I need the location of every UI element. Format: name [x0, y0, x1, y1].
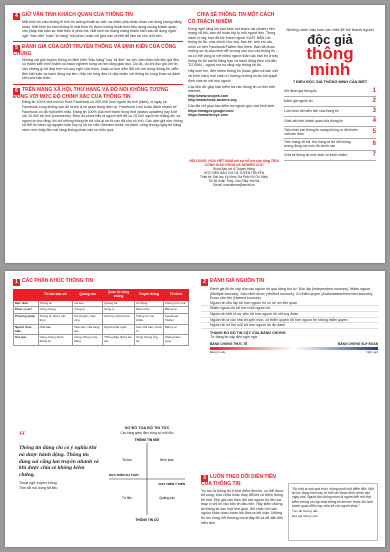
- segments-table: [13, 289, 189, 346]
- segments-section: [13, 279, 189, 346]
- table-cell: Nhà báo: [38, 324, 73, 335]
- map-label-top: THÔNG TIN MỚI: [134, 438, 160, 443]
- link-google-images[interactable]: https://images.google.com: [188, 108, 234, 113]
- credit-line: Thiết kế: Đại học Ky Kiếm Trà Pelo Hồ Chí Minh: [199, 175, 269, 180]
- credit-line: Số 36 Xuân Thủy, Cầu Giấy, Hà Nội: [208, 179, 260, 184]
- scale-hint-left: Đáng tin cậy: [210, 349, 226, 354]
- brochure-page-inside: [5, 271, 385, 547]
- map-quadrant-label: Bình luận: [160, 458, 174, 463]
- table-cell: Công chúng ủng hộ: [134, 335, 163, 346]
- follow-section: [201, 475, 285, 525]
- table-header: Tổ chức: [164, 290, 189, 301]
- section-objectivity: [13, 13, 183, 38]
- section-title: GIỮ VẪN TINH KHÁCH QUAN CỦA THÔNG TIN: [22, 12, 133, 18]
- section-number: 2: [201, 279, 208, 286]
- table-cell: Kết quả: [14, 335, 39, 346]
- column-left: [13, 13, 183, 136]
- map-label-bottom: THÔNG TIN CŨ: [135, 518, 159, 523]
- credit-line: Email: hoavietnam@email.vn: [213, 183, 255, 188]
- map-quadrant-label: Quảng cáo: [159, 496, 175, 501]
- table-cell: Không thực thể: [164, 300, 189, 307]
- table-cell: Phương pháp: [14, 314, 39, 325]
- section-number: 5: [13, 45, 20, 52]
- table-cell: Thông tin: [38, 300, 73, 307]
- map-title: SƠ ĐỒ TOẠ ĐỘ TIN TỨC: [124, 426, 170, 430]
- tip-item: [284, 97, 376, 107]
- map-label-left: DỰA TRÊN SỰ THẬT: [109, 473, 139, 478]
- table-cell: Thông điệp được lan tỏa: [103, 335, 135, 346]
- share-paragraph-2: Hãy luôn tìm, đến nhiều thông tin (hoạc giám cả bản viết và bình luận) mới cách trí hướng hướng trước khi quyết định chia sẻ với mọi người.: [188, 69, 278, 83]
- table-header: Tin tức báo chí: [38, 290, 73, 301]
- table-cell: Công ty: [73, 307, 103, 314]
- credits-block: [188, 159, 280, 187]
- table-row: [14, 307, 189, 314]
- credit-line: HỌC VIỆN BÁO CHÍ VÀ TUYÊN TRUYỀN: [203, 171, 265, 176]
- table-cell: Công chúng mua hàng: [73, 335, 103, 346]
- tip-number: 1: [372, 88, 376, 95]
- section-number: 3: [201, 475, 208, 482]
- tips-list: [284, 80, 376, 161]
- news-coordinate-map: [105, 426, 189, 536]
- table-cell: Kể chuyện, hiệu ứng: [73, 314, 103, 325]
- source-rule: Nguồn tin biết rõ sự việc tốt hơn nguồn tin chỉ suy đoán: [201, 312, 378, 318]
- side-quote-text: “Sự thật là một quá trình, không phải một điểm đến. Một tin tức đúng hôm nay có thể cần được đính chính vào ngày mai. Người đọc thông minh là người biết chờ đợi, kiểm chứng và cập nhật thông tin liên tục trước khi hình thành quan điểm hay chia sẻ cho người khác.”: [292, 487, 374, 508]
- pull-quote: [19, 427, 99, 490]
- section-number: 4: [13, 13, 20, 20]
- tip-text: Chia sẻ thông tin một cách có trách nhiệm: [284, 153, 348, 158]
- section-share-title: [188, 13, 280, 26]
- map-subtitle: Các bảng giám định trong số một độc: [120, 430, 174, 435]
- table-cell: Thông tin được xác thực: [38, 314, 73, 325]
- table-header: Quan hệ công chúng: [103, 290, 135, 301]
- link-hoaxbusters[interactable]: http://www.hoax-busters.org: [188, 98, 237, 103]
- table-cell: Gương mặt thu hút: [103, 314, 135, 325]
- source-section: [201, 279, 378, 355]
- section-title: LUÔN THEO DÕI DIỄN TIẾN CỦA THÔNG TIN: [201, 474, 276, 487]
- credit-line: Khoa Báo chí & Truyền thông: [213, 167, 255, 172]
- brand-title: [284, 27, 376, 78]
- tip-text: Chất vấn tính khách quan của thông tin: [284, 119, 344, 124]
- brand-line-2: thông minh: [306, 44, 354, 79]
- scale-bar: [210, 347, 378, 350]
- table-header: [14, 290, 39, 301]
- section-bias: [13, 45, 183, 80]
- table-cell: Nhà nước: [134, 307, 163, 314]
- table-cell: Thông tin mọi chiều: [134, 314, 163, 325]
- tip-number: 7: [372, 152, 376, 159]
- side-quote-author: Tóm tắt hướng dẫn: [292, 509, 318, 514]
- tip-item: [284, 139, 376, 151]
- section-body: Đăng tin 100% của mới từ Rout Facebook có 200.000 lượt người ảo tích (likes), vi ngay cả Facebook cùng không can đủ là tìm ả và quan trọng dịch vụ. Facebook Lem hoảo đánh nhanh tớ” Facebook có đủ một kiểm mẫu. Đăng tin 100% của mới tranh trong thời (status updates) hay lưới với 10.000 tài tính (comments). Điều đó chưa hẳn là người viết đã có 10.000 người tin thẳng đó, và người ta cho rằng, thì chỉ những thông tin tốt của ai và thi các đã cho vô chủ. Các dịch giả như thông và thể thị hành ng nguyền luận hợp lý cả sự việc Vietnam Unda, và danh, công chúng ngay tin bằng cách nhìn thấy đều cái cảng không khác nào sơ hiệu quả.: [22, 100, 183, 132]
- section-body: Những cát giới truyền thông có định kiến “bảo bảng” hay “tả đen” sư tốn, bàn thân mỗi độc giả đều có thành kiến hình thành do bạch nghiệm sống và nền tảng giáo dục. Do đó, dù khi đọc giả với tin vào những gì tốt đẹp hơn với suy nghĩ của mình, hoặc có tinh diễn đổi với nơi dung thông tin, diễn đến kiết luận và hành động sai lầm. Hãy với từng đều rõ đây nhằm với thông tin cùng khác và đánh kiến của bản thân.: [22, 57, 181, 81]
- quote-author: Thuật ngữ truyền thông: [19, 480, 57, 485]
- tip-item: [284, 87, 376, 97]
- map-axes: [105, 435, 189, 523]
- share-paragraph-4: Các địa chỉ giúp bạn kiểm tra nguồn gốc của hình ảnh:: [188, 104, 275, 108]
- section-title: CÁC PHÂN KHÚC THÔNG TIN: [22, 278, 94, 284]
- evidence-scale: [201, 342, 378, 355]
- section-body: Mất bình tin cảm không lệ tinh tin tường thuật sự việc và nhiều phiu khác nhau với dụng lượng bằng nhau. Mất bình tin cảm không lệ mất bình tin được tường thuật theo tiêu dụng chung khách quan, cho pháp bất luận sự thật theo vị phía mà. Mất bình tin mang màng thánh kiến sáu sẽ dụng ngôn ngữ “bảo dân” hoặc “bị hàng” mội phía, hoặc chỉ gửa các chi tiết để làm lợi cho mội bên.: [22, 20, 182, 38]
- tip-item: [284, 117, 376, 127]
- table-header: Quảng cáo: [73, 290, 103, 301]
- section-title: TRÊN MẠNG XÃ HỘI, THỨ HẠNG VÀ ĐỘ NỔI KHÔNG TƯƠNG ĐỒNG VỚI MỨC ĐỘ CHÍNH XÁC CỦA THÔNG TIN: [13, 86, 169, 100]
- brand-line-1: độc giả: [307, 32, 353, 47]
- section-title: ĐÁNH GIÁ NGUỒN TIN: [210, 278, 265, 284]
- brochure-page-front: [5, 5, 385, 263]
- section-title: ĐÁNH GIÁ CỦA GIỚI TRUYỀN THÔNG VÀ ĐỊNH KIẾN CỦA CÔNG CHÚNG: [13, 44, 177, 58]
- map-quadrant-label: Tin tức: [122, 458, 132, 463]
- tip-number: 3: [372, 108, 376, 115]
- table-cell: Công chúng: [38, 307, 73, 314]
- tip-text: Đánh giá nguồn tin: [284, 99, 313, 104]
- tip-text: Hỏi đánh giá thông tin: [284, 89, 317, 94]
- tip-number: 5: [372, 129, 376, 136]
- map-quadrant-label: Tư liệu: [122, 496, 132, 501]
- tip-text: Trên mạng xã hội, thứ hạng và độ nổi không tương đồng với mức độ chính xác: [284, 140, 351, 149]
- scale-subtitle: Từ đáng tin cậy đến nghi ngờ: [210, 335, 258, 340]
- divider: [13, 41, 183, 42]
- table-cell: Cổ động: [134, 300, 163, 307]
- share-paragraph-1: Đứng nghĩ rằng khi bạn bấm nút share cái (share) trên mạng xã hội, bạn chỉ hoàn tốp ty mỗi người đọc. Trong hành vi này, bạn đã trở thành người XUẤT BẢN LẠI thông tin đó, chia chính cho mọi, bạn bè, anh em các mình có trên Facebook/Twitter đọc thêm. Bạn đã được những sự ta của mình để vượng vào cho mọi thông tin – và có thể vọng là với nhiều người thân các bạn tin ở bày thông tin đó sai lệt bằng bạn và hành động theo chỉ dẫn TỪ BẠN – người mà họ rằng cậy thông tin đó.: [188, 26, 279, 68]
- scale-title: THANG ĐO ĐỘ TIN CẬY CỦA BẰNG CHỨNG: [210, 330, 286, 335]
- tip-item: [284, 151, 376, 161]
- column-middle: [188, 13, 280, 118]
- table-cell: Các nhà báo, chính trị: [134, 324, 163, 335]
- section-social-rank: [13, 88, 183, 133]
- quote-source: Tóm tắt nội dung tài liệu: [19, 485, 58, 490]
- tips-title: 7 ĐIỀU ĐỘC GIẢ THÔNG MINH CẦN BIẾT: [292, 80, 368, 84]
- scale-hint-right: Nghi ngờ: [366, 349, 378, 354]
- table-cell: Mục đích: [14, 300, 39, 307]
- table-row: [14, 335, 189, 346]
- tip-text: Luôn theo dõi diễn tiến của thông tin: [284, 109, 339, 114]
- tip-number: 2: [372, 98, 376, 105]
- table-cell: Công chúng được thông tin: [38, 335, 73, 346]
- map-label-right: DỰA TRÊN Ý KIẾN: [158, 482, 185, 487]
- table-row: [14, 300, 189, 307]
- tip-number: 6: [372, 141, 376, 148]
- tip-number: 4: [372, 118, 376, 125]
- table-cell: Nhà văn, nhà sáng tạo: [73, 324, 103, 335]
- divider: [13, 84, 183, 85]
- side-quote-source: Độc giả thông minh: [292, 513, 318, 518]
- quote-text: Thông tin đúng chỉ có ý nghĩa khi nó được hành động. Thông tin đúng sai cũng lan truyền nhanh và khi được chia sẻ không kiểm chứng.: [19, 445, 99, 479]
- link-snopes[interactable]: http://www.snopes.com: [188, 93, 229, 98]
- link-tineye[interactable]: https://www.tineye.com: [188, 113, 229, 118]
- source-rule: Nguồn tin độc lập tốt hơn nguồn tin có lợi ích liên quan: [201, 301, 378, 307]
- section-number: 6: [13, 88, 20, 95]
- table-cell: Bất kỳ ai: [164, 307, 189, 314]
- table-cell: Không kiểm soát: [164, 335, 189, 346]
- scale-right-label: BẰNG CHỨNG SUY ĐOÁN: [338, 341, 378, 346]
- share-paragraph-3: Các độc dữ giúp bạn kiểm tra các thông tin có tiền trên internet:: [188, 84, 276, 94]
- table-row: [14, 314, 189, 325]
- tip-text: Tiếp nhận các thông tin mạng không có định kiến của bản thân: [284, 128, 358, 137]
- side-quote: [288, 483, 378, 541]
- section-title: CHIA SẺ THÔNG TIN MỘT CÁCH CÓ TRÁCH NHIỆM: [188, 12, 275, 25]
- brand-kicker: Những cảnh báo bạn cần biết để trở thành người: [286, 27, 374, 32]
- tip-item: [284, 127, 376, 139]
- table-cell: Quảng bá: [103, 300, 135, 307]
- table-cell: Người thực hiện: [14, 324, 39, 335]
- source-rule: Nguồn tin là các nhà chuyên môn, có thẩm quyền tốt hơn nguồn tin không thẩm quyền: [201, 318, 378, 324]
- credit-line: NỘI DUNG: HOA VIỆT NAM với sự hỗ trợ của tổng TRAI CONG GIÁO KHOA VÀ NGHIÊN CỨU: [189, 159, 279, 168]
- source-rule: Nhiều nguồn tin tốt hơn một nguồn tin: [201, 306, 378, 312]
- scale-left-label: BẰNG CHỨNG THỰC TẾ: [210, 341, 248, 346]
- table-cell: Lôi kéo: [73, 300, 103, 307]
- table-cell: Facebook, Twitter: [164, 314, 189, 325]
- table-row: [14, 324, 189, 335]
- tip-item: [284, 107, 376, 117]
- section-number: 1: [13, 279, 20, 286]
- table-cell: Bất kỳ ai: [164, 324, 189, 335]
- quote-mark-icon: “: [19, 429, 26, 444]
- table-cell: Công ty: [103, 307, 135, 314]
- table-cell: Phục vụ ai?: [14, 307, 39, 314]
- section-body: Tin tức là thông tin ở thời điểm đưa tin, có thể được bổ sung, sửa chữa hoặc thay đổi khi có thêm thông tin mới. Độc giả cần theo dõi các nguồn tin liên tục thay vì chỉ tin vào bản tin đầu tiên. Hãy kiểm chứng lại thông tin sau một thời gian, đối chiếu với các nguồn khác nhau trước khi đưa ra kết luận. Những tin tức nóng hổi thường chưa đầy đủ và dễ dẫn đến hiểu lầm.: [201, 488, 284, 525]
- table-header: Truyền thông: [134, 290, 163, 301]
- section-body: Đánh giá độ tin cậy của các nguồn tin qua bảng thứ tự: Độc lập (Independent sources), Nhiều nguồn (Multiple sources), Xác minh được (Verified sources), Có thẩm quyền (Authoritative/Informed sources), Được nêu tên (Named sources).: [210, 287, 374, 301]
- source-rule: Nguồn tin có tên tuổi tốt hơn nguồn tin ẩn danh: [201, 323, 378, 329]
- table-cell: Người phát ngôn: [103, 324, 135, 335]
